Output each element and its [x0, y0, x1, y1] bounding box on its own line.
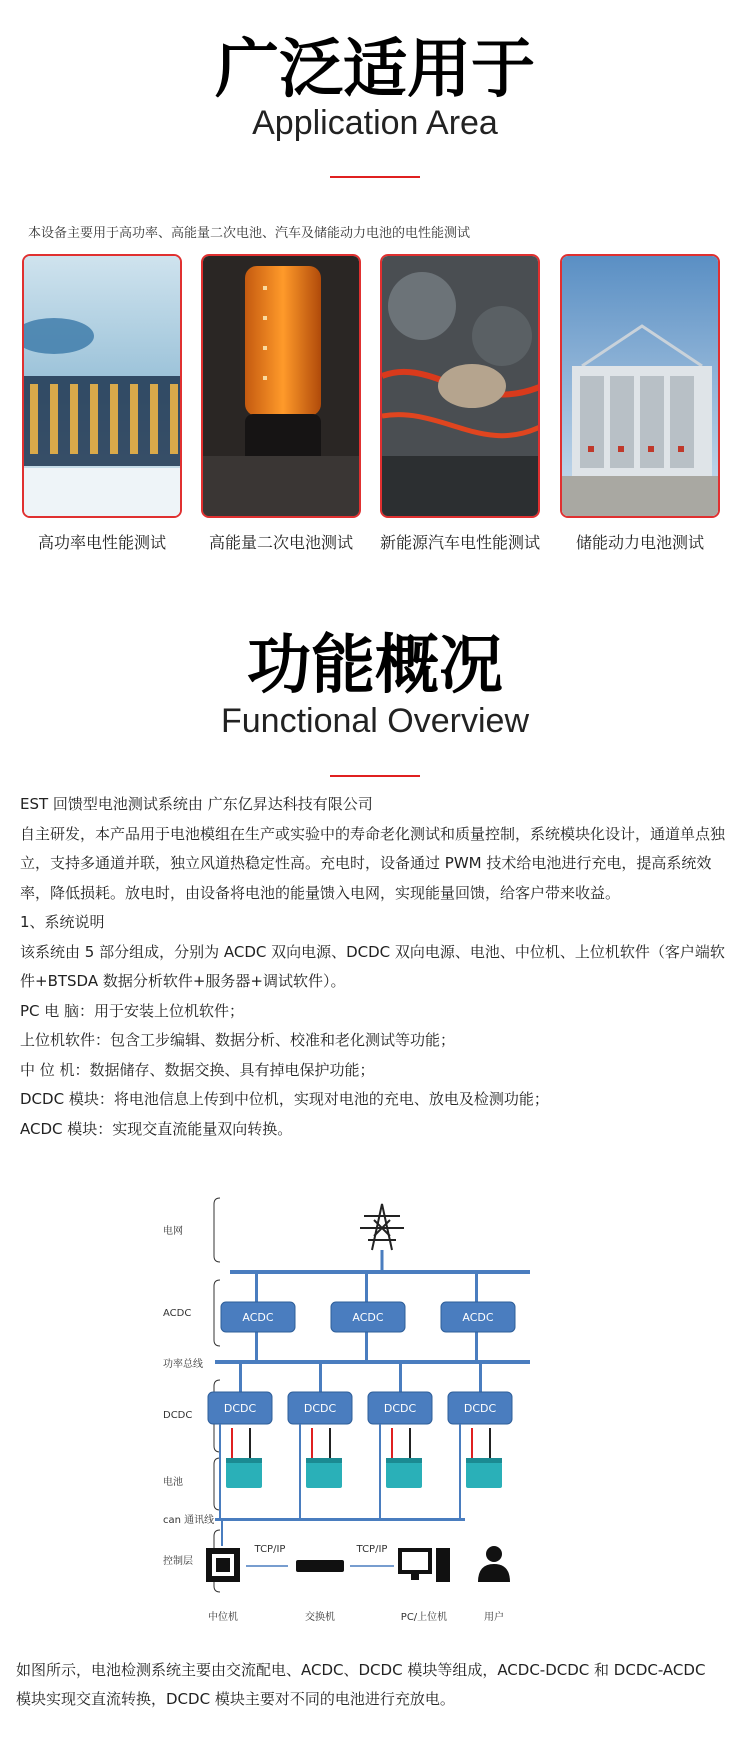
pc-icon — [398, 1548, 450, 1582]
row-label-bus: 功率总线 — [163, 1359, 203, 1370]
engine-photo — [382, 256, 540, 518]
switch-icon — [296, 1560, 344, 1572]
card-label-ev: 新能源汽车电性能测试 — [379, 533, 540, 552]
section2-title: 功能概况 — [247, 629, 503, 703]
overview-line-middle-unit: 中 位 机：数据储存、数据交换、具有掉电保护功能； — [20, 1060, 375, 1079]
device-label-pc: PC/上位机 — [400, 1612, 448, 1623]
row-label-can: can 通讯线 — [163, 1515, 215, 1526]
section1-intro: 本设备主要用于高功率、高能量二次电池、汽车及储能动力电池的电性能测试 — [28, 226, 471, 241]
row-label-grid: 电网 — [163, 1226, 183, 1237]
acdc-box-1: ACDC — [242, 1311, 274, 1324]
user-icon — [478, 1546, 510, 1582]
row-label-acdc: ACDC — [163, 1308, 192, 1319]
power-tower-icon — [360, 1204, 404, 1250]
card-image-high-energy — [201, 254, 361, 518]
row-label-control: 控制层 — [163, 1556, 193, 1567]
section2-subtitle: Functional Overview — [220, 702, 529, 740]
footer-text — [16, 1656, 736, 1714]
device-label-user: 用户 — [484, 1612, 504, 1623]
overview-line-description: 自主研发，本产品用于电池模组在生产或实验中的寿命老化测试和质量控制，系统模块化设计，通道单点独立，支持多通道并联，独立风道热稳定性高。充电时，设备通过 PWM 技术给电池进行充电，提高系统效率，降低损耗。放电时，由设备将电池的能量馈入电网，实现能量回馈，给客户带来收益。 — [20, 824, 726, 902]
card-image-storage — [560, 254, 720, 518]
card-label-storage: 储能动力电池测试 — [575, 533, 704, 552]
footer-line-2: 模块实现交直流转换，DCDC 模块主要对不同的电池进行充放电。 — [16, 1690, 455, 1708]
dcdc-box-4: DCDC — [463, 1402, 497, 1415]
overview-line-company: EST 回馈型电池测试系统由 广东亿昇达科技有限公司 — [20, 795, 373, 813]
overview-text — [20, 790, 732, 1144]
footer-line-1: 如图所示，电池检测系统主要由交流配电、ACDC、DCDC 模块等组成，ACDC-DCDC 和 DCDC-ACDC — [16, 1661, 706, 1679]
overview-line-software: 上位机软件：包含工步编辑、数据分析、校准和老化测试等功能； — [20, 1031, 456, 1049]
row-label-dcdc: DCDC — [163, 1410, 193, 1421]
card-label-high-power: 高功率电性能测试 — [37, 533, 166, 552]
middle-unit-icon — [206, 1548, 240, 1582]
section2-divider — [330, 775, 420, 777]
card-image-ev — [380, 254, 540, 518]
overview-line-system-heading: 1、系统说明 — [20, 913, 105, 931]
dcdc-box-1: DCDC — [223, 1402, 257, 1415]
overview-line-acdc: ACDC 模块：实现交直流能量双向转换。 — [20, 1119, 293, 1138]
acdc-box-3: ACDC — [462, 1311, 494, 1324]
section1-title: 广泛适用于 — [215, 33, 535, 107]
section1-subtitle: Application Area — [252, 104, 498, 142]
dcdc-box-3: DCDC — [383, 1402, 417, 1415]
battery-photo — [203, 256, 361, 518]
overview-line-dcdc: DCDC 模块：将电池信息上传到中位机，实现对电池的充电、放电及检测功能； — [20, 1090, 549, 1108]
system-architecture-diagram — [160, 1190, 580, 1640]
storage-photo — [562, 256, 720, 518]
acdc-box-2: ACDC — [352, 1311, 384, 1324]
card-label-high-energy: 高能量二次电池测试 — [208, 533, 353, 552]
overview-line-composition: 该系统由 5 部分组成，分别为 ACDC 双向电源、DCDC 双向电源、电池、中位机、上位机软件（客户端软件+BTSDA 数据分析软件+服务器+调试软件）。 — [20, 942, 725, 990]
lab-photo — [24, 256, 182, 518]
tcp-label-1: TCP/IP — [254, 1544, 286, 1555]
dcdc-box-2: DCDC — [303, 1402, 337, 1415]
overview-line-pc: PC 电 脑：用于安装上位机软件； — [20, 1001, 245, 1020]
card-image-high-power — [22, 254, 182, 518]
device-label-middle: 中位机 — [208, 1612, 238, 1623]
device-label-switch: 交换机 — [305, 1612, 335, 1623]
row-label-battery: 电池 — [163, 1477, 183, 1488]
tcp-label-2: TCP/IP — [356, 1544, 388, 1555]
section1-divider — [330, 176, 420, 178]
